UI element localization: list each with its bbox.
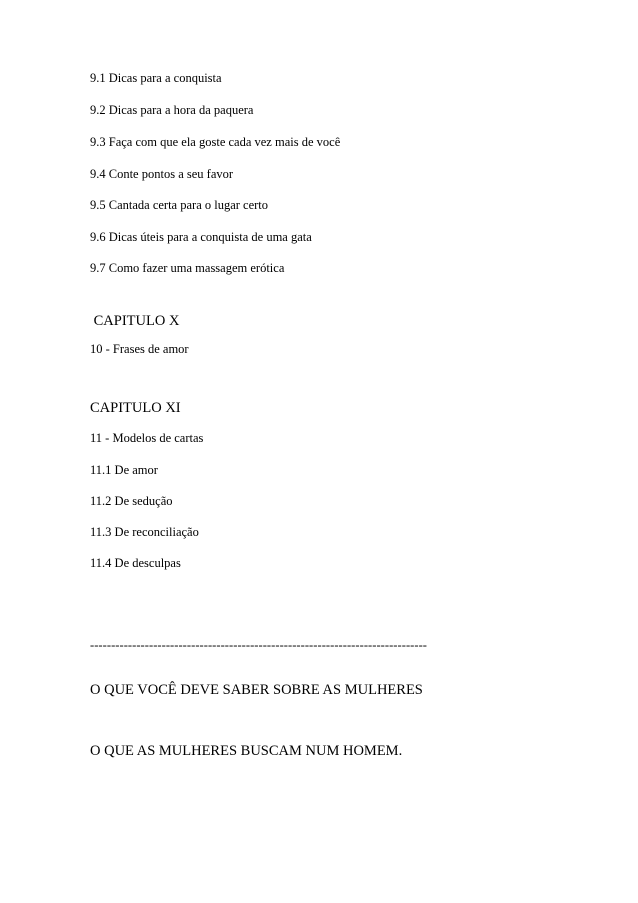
toc-item-9-1: 9.1 Dicas para a conquista: [90, 71, 222, 85]
section-heading-what-women-seek: O QUE AS MULHERES BUSCAM NUM HOMEM.: [90, 743, 403, 759]
toc-item-9-7: 9.7 Como fazer uma massagem erótica: [90, 261, 285, 275]
section-heading-women: O QUE VOCÊ DEVE SABER SOBRE AS MULHERES: [90, 682, 423, 698]
toc-item-9-2: 9.2 Dicas para a hora da paquera: [90, 103, 254, 117]
toc-item-11-1: 11.1 De amor: [90, 463, 158, 477]
toc-item-11-4: 11.4 De desculpas: [90, 556, 181, 570]
toc-item-9-3: 9.3 Faça com que ela goste cada vez mais de você: [90, 135, 341, 149]
toc-item-9-6: 9.6 Dicas úteis para a conquista de uma gata: [90, 230, 312, 244]
toc-item-9-5: 9.5 Cantada certa para o lugar certo: [90, 198, 269, 212]
toc-item-10: 10 - Frases de amor: [90, 342, 189, 356]
chapter-x-heading: CAPITULO X: [90, 313, 180, 329]
toc-item-9-4: 9.4 Conte pontos a seu favor: [90, 167, 234, 181]
toc-item-11: 11 - Modelos de cartas: [90, 431, 204, 445]
toc-item-11-3: 11.3 De reconciliação: [90, 525, 199, 539]
toc-item-11-2: 11.2 De sedução: [90, 494, 173, 508]
chapter-xi-heading: CAPITULO XI: [90, 400, 181, 416]
dashed-divider: --------------------------------------------------------------------------------: [90, 637, 428, 652]
